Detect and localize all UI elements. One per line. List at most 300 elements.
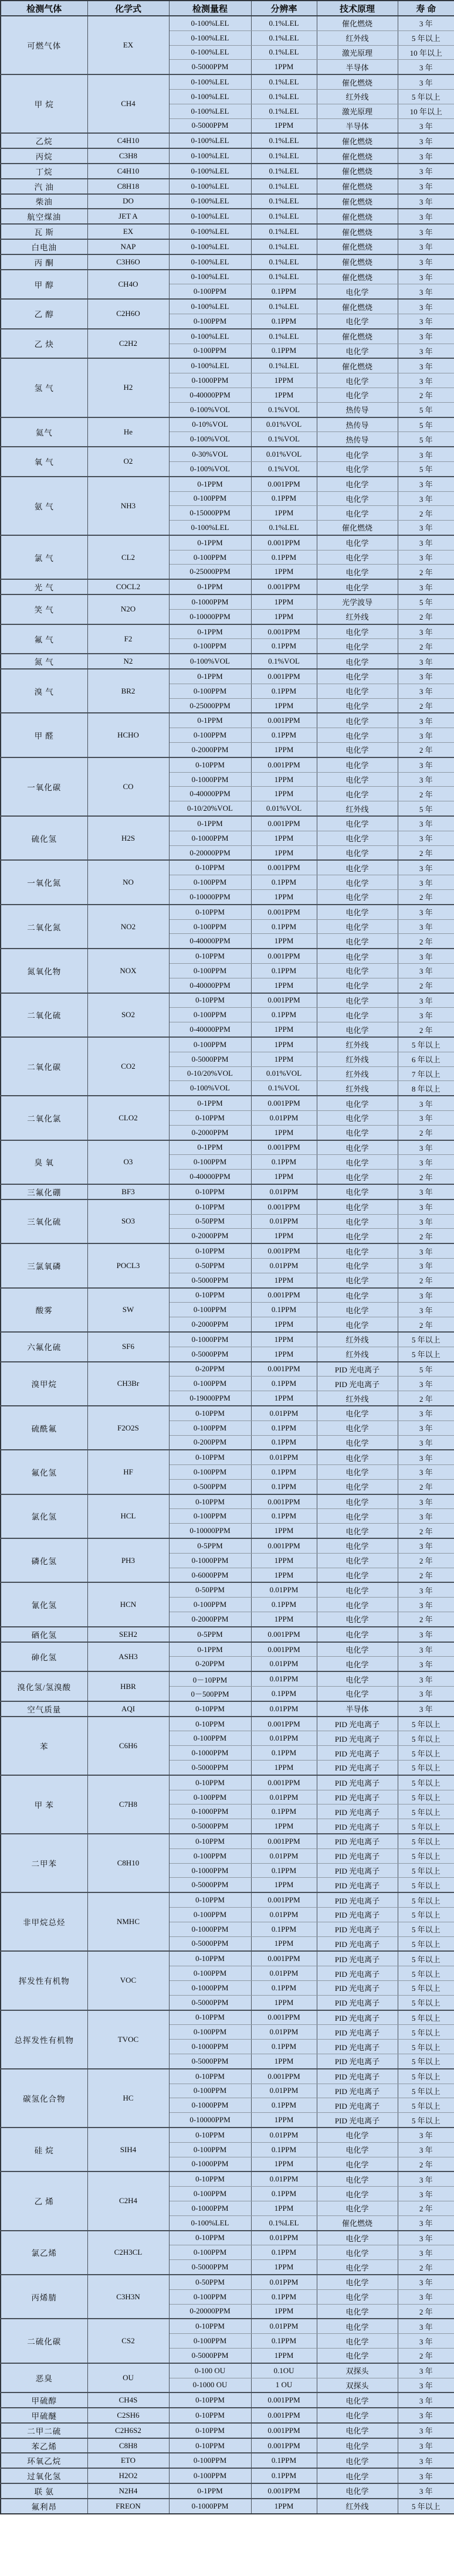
range-cell: 0-50PPM: [169, 1582, 251, 1597]
range-cell: 0-1PPM: [169, 816, 251, 831]
range-cell: 0-10PPM: [169, 2423, 251, 2438]
table-row: [1, 816, 454, 831]
lifespan-cell: 2 年: [398, 1170, 454, 1184]
principle-cell: 电化学: [317, 1317, 398, 1332]
lifespan-cell: 2 年: [398, 565, 454, 579]
lifespan-cell: 3 年: [398, 2423, 454, 2438]
column-header: 分辨率: [251, 1, 317, 16]
principle-cell: 电化学: [317, 373, 398, 388]
resolution-cell: 0.001PPM: [251, 2393, 317, 2408]
resolution-cell: 0.1PPM: [251, 1746, 317, 1761]
header-row: [1, 1, 454, 16]
gas-name-cell: 丙烯腈: [1, 2275, 87, 2319]
resolution-cell: 0.01PPM: [251, 1258, 317, 1273]
lifespan-cell: 3 年: [398, 905, 454, 919]
range-cell: 0-40000PPM: [169, 1170, 251, 1184]
principle-cell: PID 光电离子: [317, 1863, 398, 1878]
formula-cell: POCL3: [87, 1243, 169, 1287]
resolution-cell: 0.001PPM: [251, 669, 317, 684]
range-cell: 0-40000PPM: [169, 1022, 251, 1037]
range-cell: 0-10000PPM: [169, 1524, 251, 1538]
lifespan-cell: 2 年: [398, 787, 454, 801]
formula-cell: C4H10: [87, 133, 169, 148]
principle-cell: 电化学: [317, 506, 398, 521]
principle-cell: 电化学: [317, 1420, 398, 1435]
range-cell: 0-6000PPM: [169, 1568, 251, 1582]
range-cell: 0-1PPM: [169, 1642, 251, 1657]
range-cell: 0-20PPM: [169, 1362, 251, 1377]
lifespan-cell: 5 年: [398, 432, 454, 447]
resolution-cell: 0.1PPM: [251, 1598, 317, 1612]
formula-cell: CH4O: [87, 270, 169, 300]
resolution-cell: 0.01PPM: [251, 2128, 317, 2142]
resolution-cell: 0.1PPM: [251, 2289, 317, 2304]
resolution-cell: 0.1%LEL: [251, 239, 317, 254]
formula-cell: N2H4: [87, 2483, 169, 2499]
lifespan-cell: 3 年: [398, 728, 454, 743]
resolution-cell: 1PPM: [251, 2499, 317, 2514]
resolution-cell: 0.001PPM: [251, 1717, 317, 1731]
resolution-cell: 1PPM: [251, 772, 317, 787]
resolution-cell: 1PPM: [251, 2348, 317, 2363]
principle-cell: PID 光电离子: [317, 1377, 398, 1391]
formula-cell: C7H8: [87, 1775, 169, 1834]
range-cell: 0-200PPM: [169, 1435, 251, 1450]
table-row: [1, 16, 454, 30]
range-cell: 0-30%VOL: [169, 447, 251, 461]
table-row: [1, 993, 454, 1008]
resolution-cell: 0.1%LEL: [251, 358, 317, 373]
principle-cell: 催化燃烧: [317, 254, 398, 270]
table-row: [1, 179, 454, 194]
gas-name-cell: 二硫化碳: [1, 2319, 87, 2363]
table-row: [1, 2128, 454, 2142]
range-cell: 0-100PPM: [169, 344, 251, 358]
formula-cell: NH3: [87, 477, 169, 535]
range-cell: 0-10PPM: [169, 1184, 251, 1199]
lifespan-cell: 2 年: [398, 2348, 454, 2363]
formula-cell: C2H3CL: [87, 2231, 169, 2275]
formula-cell: EX: [87, 16, 169, 74]
table-row: [1, 2408, 454, 2423]
resolution-cell: 1PPM: [251, 787, 317, 801]
table-row: [1, 1243, 454, 1258]
table-row: [1, 2231, 454, 2245]
table-row: [1, 2393, 454, 2408]
gas-name-cell: 硫化氢: [1, 816, 87, 860]
resolution-cell: 1PPM: [251, 845, 317, 860]
table-row: [1, 2453, 454, 2468]
gas-name-cell: 氮氧化物: [1, 949, 87, 993]
gas-name-cell: 一氧化碳: [1, 757, 87, 816]
table-row: [1, 1288, 454, 1303]
lifespan-cell: 3 年: [398, 2142, 454, 2157]
formula-cell: SIH4: [87, 2128, 169, 2171]
resolution-cell: 0.1PPM: [251, 2468, 317, 2483]
resolution-cell: 0.001PPM: [251, 1642, 317, 1657]
lifespan-cell: 2 年: [398, 978, 454, 993]
range-cell: 0-5000PPM: [169, 2054, 251, 2068]
resolution-cell: 0.1PPM: [251, 919, 317, 934]
principle-cell: PID 光电离子: [317, 1819, 398, 1834]
lifespan-cell: 2 年: [398, 1553, 454, 1568]
range-cell: 0-100PPM: [169, 2468, 251, 2483]
resolution-cell: 0.01PPM: [251, 1701, 317, 1717]
gas-name-cell: 氧 气: [1, 447, 87, 477]
principle-cell: PID 光电离子: [317, 2069, 398, 2084]
resolution-cell: 0.1PPM: [251, 1155, 317, 1170]
range-cell: 0-10PPM: [169, 1775, 251, 1790]
lifespan-cell: 3 年: [398, 1598, 454, 1612]
lifespan-cell: 2 年: [398, 1479, 454, 1494]
lifespan-cell: 3 年: [398, 299, 454, 314]
range-cell: 0-1000PPM: [169, 1553, 251, 1568]
resolution-cell: 0.001PPM: [251, 1243, 317, 1258]
resolution-cell: 0.001PPM: [251, 535, 317, 550]
table-row: [1, 209, 454, 224]
resolution-cell: 0.1%LEL: [251, 194, 317, 209]
principle-cell: 电化学: [317, 934, 398, 949]
principle-cell: PID 光电离子: [317, 1834, 398, 1848]
resolution-cell: 1PPM: [251, 743, 317, 757]
lifespan-cell: 5 年以上: [398, 1848, 454, 1863]
lifespan-cell: 2 年: [398, 743, 454, 757]
principle-cell: 电化学: [317, 2453, 398, 2468]
table-row: [1, 2499, 454, 2514]
lifespan-cell: 3 年: [398, 133, 454, 148]
lifespan-cell: 2 年: [398, 1229, 454, 1243]
gas-name-cell: 三氯氧磷: [1, 1243, 87, 1287]
resolution-cell: 0.1PPM: [251, 2098, 317, 2113]
range-cell: 0-100PPM: [169, 1377, 251, 1391]
range-cell: 0-1PPM: [169, 1140, 251, 1155]
principle-cell: 电化学: [317, 949, 398, 963]
principle-cell: 红外线: [317, 609, 398, 624]
table-row: [1, 2423, 454, 2438]
range-cell: 0-100PPM: [169, 2453, 251, 2468]
principle-cell: 电化学: [317, 1524, 398, 1538]
gas-name-cell: 乙烷: [1, 133, 87, 148]
principle-cell: 电化学: [317, 1303, 398, 1317]
gas-name-cell: 氯化氢: [1, 1494, 87, 1538]
range-cell: 0-10000PPM: [169, 609, 251, 624]
range-cell: 0-100%LEL: [169, 358, 251, 373]
principle-cell: 红外线: [317, 89, 398, 104]
lifespan-cell: 3 年: [398, 669, 454, 684]
range-cell: 0-1000PPM: [169, 1980, 251, 1995]
resolution-cell: 1PPM: [251, 1273, 317, 1287]
formula-cell: C2SH6: [87, 2408, 169, 2423]
formula-cell: C2H2: [87, 329, 169, 359]
formula-cell: ASH3: [87, 1642, 169, 1672]
principle-cell: 电化学: [317, 816, 398, 831]
lifespan-cell: 5 年以上: [398, 2025, 454, 2040]
formula-cell: SF6: [87, 1332, 169, 1362]
range-cell: 0-100%LEL: [169, 299, 251, 314]
lifespan-cell: 3 年: [398, 239, 454, 254]
gas-name-cell: 二氧化硫: [1, 993, 87, 1037]
lifespan-cell: 5 年以上: [398, 1790, 454, 1804]
table-row: [1, 224, 454, 239]
resolution-cell: 1PPM: [251, 1553, 317, 1568]
range-cell: 0-100%LEL: [169, 164, 251, 179]
lifespan-cell: 5 年: [398, 594, 454, 609]
gas-name-cell: 臭 氧: [1, 1140, 87, 1184]
range-cell: 0-100%LEL: [169, 74, 251, 89]
resolution-cell: 0.1PPM: [251, 1687, 317, 1701]
resolution-cell: 0.1PPM: [251, 1377, 317, 1391]
gas-name-cell: 乙 醇: [1, 299, 87, 329]
resolution-cell: 1PPM: [251, 60, 317, 74]
principle-cell: 电化学: [317, 890, 398, 905]
table-row: [1, 254, 454, 270]
gas-name-cell: 过氧化氢: [1, 2468, 87, 2483]
resolution-cell: 0.1%LEL: [251, 16, 317, 30]
range-cell: 0-100%VOL: [169, 432, 251, 447]
gas-name-cell: 溴 气: [1, 669, 87, 713]
range-cell: 0-5000PPM: [169, 118, 251, 133]
range-cell: 0-10PPM: [169, 2319, 251, 2333]
table-row: [1, 1775, 454, 1790]
range-cell: 0-100%LEL: [169, 133, 251, 148]
gas-name-cell: 汽 油: [1, 179, 87, 194]
range-cell: 0-100%LEL: [169, 329, 251, 344]
formula-cell: AQI: [87, 1701, 169, 1717]
formula-cell: HCN: [87, 1582, 169, 1626]
resolution-cell: 1PPM: [251, 698, 317, 713]
lifespan-cell: 10 年以上: [398, 104, 454, 118]
lifespan-cell: 3 年: [398, 1657, 454, 1671]
resolution-cell: 0.001PPM: [251, 949, 317, 963]
lifespan-cell: 5 年: [398, 417, 454, 432]
formula-cell: C2H6S2: [87, 2423, 169, 2438]
lifespan-cell: 3 年: [398, 521, 454, 535]
range-cell: 0-5000PPM: [169, 2260, 251, 2275]
lifespan-cell: 3 年: [398, 1243, 454, 1258]
principle-cell: 催化燃烧: [317, 148, 398, 164]
principle-cell: 电化学: [317, 1229, 398, 1243]
table-row: [1, 1642, 454, 1657]
principle-cell: 电化学: [317, 1582, 398, 1597]
table-row: [1, 579, 454, 594]
table-row: [1, 2171, 454, 2186]
gas-name-cell: 氦气: [1, 417, 87, 447]
lifespan-cell: 6 年以上: [398, 1052, 454, 1066]
resolution-cell: 0.1PPM: [251, 964, 317, 978]
lifespan-cell: 5 年以上: [398, 1717, 454, 1731]
principle-cell: PID 光电离子: [317, 1804, 398, 1819]
range-cell: 0-5000PPM: [169, 1052, 251, 1066]
lifespan-cell: 3 年: [398, 713, 454, 728]
resolution-cell: 0.01PPM: [251, 1406, 317, 1420]
resolution-cell: 0.1%LEL: [251, 30, 317, 45]
range-cell: 0-10PPM: [169, 2171, 251, 2186]
formula-cell: VOC: [87, 1951, 169, 2010]
formula-cell: BF3: [87, 1184, 169, 1199]
table-row: [1, 477, 454, 491]
lifespan-cell: 5 年以上: [398, 1347, 454, 1361]
principle-cell: 电化学: [317, 1022, 398, 1037]
range-cell: 0-100PPM: [169, 684, 251, 698]
principle-cell: 电化学: [317, 2468, 398, 2483]
resolution-cell: 0.01PPM: [251, 2275, 317, 2289]
resolution-cell: 0.1%LEL: [251, 133, 317, 148]
resolution-cell: 0.001PPM: [251, 1627, 317, 1642]
table-row: [1, 2363, 454, 2378]
gas-name-cell: 恶臭: [1, 2363, 87, 2393]
principle-cell: 电化学: [317, 1273, 398, 1287]
range-cell: 0-10PPM: [169, 1701, 251, 1717]
range-cell: 0-100PPM: [169, 1465, 251, 1480]
principle-cell: 催化燃烧: [317, 521, 398, 535]
formula-cell: C2H6O: [87, 299, 169, 329]
range-cell: 0-100PPM: [169, 1790, 251, 1804]
gas-name-cell: 甲 醛: [1, 713, 87, 757]
lifespan-cell: 3 年: [398, 2215, 454, 2230]
gas-name-cell: 丙 酮: [1, 254, 87, 270]
lifespan-cell: 3 年: [398, 164, 454, 179]
lifespan-cell: 3 年: [398, 2275, 454, 2289]
resolution-cell: 0.1PPM: [251, 1863, 317, 1878]
gas-name-cell: 乙 炔: [1, 329, 87, 359]
table-row: [1, 1582, 454, 1597]
formula-cell: F2O2S: [87, 1406, 169, 1450]
range-cell: 0-10000PPM: [169, 890, 251, 905]
range-cell: 0-10PPM: [169, 860, 251, 875]
range-cell: 0-10/20%VOL: [169, 1066, 251, 1081]
lifespan-cell: 3 年: [398, 684, 454, 698]
range-cell: 0-100%VOL: [169, 1081, 251, 1096]
column-header: 检测气体: [1, 1, 87, 16]
resolution-cell: 1PPM: [251, 1125, 317, 1140]
principle-cell: PID 光电离子: [317, 1731, 398, 1746]
lifespan-cell: 5 年以上: [398, 1731, 454, 1746]
table-row: [1, 2069, 454, 2084]
gas-name-cell: 溴甲烷: [1, 1362, 87, 1406]
lifespan-cell: 2 年: [398, 1273, 454, 1287]
range-cell: 0-5000PPM: [169, 1878, 251, 1892]
principle-cell: 红外线: [317, 1037, 398, 1052]
resolution-cell: 0.001PPM: [251, 1362, 317, 1377]
resolution-cell: 0.1%VOL: [251, 1081, 317, 1096]
lifespan-cell: 5 年以上: [398, 1775, 454, 1790]
lifespan-cell: 2 年: [398, 845, 454, 860]
resolution-cell: 0.01PPM: [251, 1184, 317, 1199]
principle-cell: 双探头: [317, 2363, 398, 2378]
table-row: [1, 624, 454, 639]
gas-name-cell: 光 气: [1, 579, 87, 594]
principle-cell: 电化学: [317, 2201, 398, 2215]
resolution-cell: 1PPM: [251, 2113, 317, 2128]
principle-cell: 红外线: [317, 801, 398, 816]
gas-name-cell: 丙烷: [1, 148, 87, 164]
principle-cell: 电化学: [317, 1170, 398, 1184]
resolution-cell: 0.1%LEL: [251, 209, 317, 224]
table-row: [1, 417, 454, 432]
lifespan-cell: 2 年: [398, 1317, 454, 1332]
principle-cell: 热传导: [317, 417, 398, 432]
gas-name-cell: 氮 气: [1, 654, 87, 669]
range-cell: 0-10PPM: [169, 993, 251, 1008]
gas-name-cell: 氢 气: [1, 358, 87, 417]
range-cell: 0-100%VOL: [169, 402, 251, 417]
range-cell: 0-10PPM: [169, 1834, 251, 1848]
range-cell: 0-100PPM: [169, 1037, 251, 1052]
lifespan-cell: 3 年: [398, 491, 454, 506]
lifespan-cell: 3 年: [398, 2319, 454, 2333]
lifespan-cell: 3 年: [398, 1258, 454, 1273]
range-cell: 0-100PPM: [169, 2025, 251, 2040]
range-cell: 0-1PPM: [169, 477, 251, 491]
resolution-cell: 0.001PPM: [251, 477, 317, 491]
lifespan-cell: 5 年以上: [398, 2098, 454, 2113]
table-row: [1, 2468, 454, 2483]
gas-name-cell: 二氧化氮: [1, 905, 87, 949]
lifespan-cell: 5 年: [398, 461, 454, 476]
resolution-cell: 0.01PPM: [251, 1966, 317, 1981]
column-header: 检测量程: [169, 1, 251, 16]
formula-cell: JET A: [87, 209, 169, 224]
principle-cell: 电化学: [317, 2348, 398, 2363]
principle-cell: 催化燃烧: [317, 179, 398, 194]
resolution-cell: 0.1PPM: [251, 684, 317, 698]
gas-name-cell: 硫酰氟: [1, 1406, 87, 1450]
table-row: [1, 1834, 454, 1848]
range-cell: 0-10PPM: [169, 1717, 251, 1731]
resolution-cell: 0.1%LEL: [251, 521, 317, 535]
resolution-cell: 1 OU: [251, 2378, 317, 2393]
range-cell: 0-100%LEL: [169, 30, 251, 45]
range-cell: 0-10PPM: [169, 2010, 251, 2025]
range-cell: 0-20PPM: [169, 1657, 251, 1671]
range-cell: 0-5PPM: [169, 1538, 251, 1553]
formula-cell: C6H6: [87, 1717, 169, 1775]
lifespan-cell: 5 年以上: [398, 2113, 454, 2128]
range-cell: 0-5PPM: [169, 1627, 251, 1642]
resolution-cell: 0.1%LEL: [251, 254, 317, 270]
lifespan-cell: 3 年: [398, 816, 454, 831]
table-row: [1, 2483, 454, 2499]
lifespan-cell: 7 年以上: [398, 1066, 454, 1081]
table-row: [1, 358, 454, 373]
resolution-cell: 0.001PPM: [251, 860, 317, 875]
range-cell: 0-100%LEL: [169, 521, 251, 535]
lifespan-cell: 2 年: [398, 1022, 454, 1037]
principle-cell: 电化学: [317, 2393, 398, 2408]
lifespan-cell: 3 年: [398, 2453, 454, 2468]
principle-cell: 电化学: [317, 1184, 398, 1199]
formula-cell: EX: [87, 224, 169, 239]
table-row: [1, 1362, 454, 1377]
lifespan-cell: 3 年: [398, 1214, 454, 1229]
lifespan-cell: 3 年: [398, 1687, 454, 1701]
table-row: [1, 1627, 454, 1642]
table-row: [1, 1717, 454, 1731]
range-cell: 0-1000PPM: [169, 2098, 251, 2113]
resolution-cell: 0.01PPM: [251, 1671, 317, 1686]
principle-cell: 电化学: [317, 2142, 398, 2157]
principle-cell: PID 光电离子: [317, 1922, 398, 1936]
resolution-cell: 0.1PPM: [251, 1303, 317, 1317]
lifespan-cell: 3 年: [398, 875, 454, 890]
lifespan-cell: 5 年以上: [398, 1980, 454, 1995]
range-cell: 0-10PPM: [169, 949, 251, 963]
principle-cell: 电化学: [317, 1598, 398, 1612]
range-cell: 0-19000PPM: [169, 1391, 251, 1406]
principle-cell: 催化燃烧: [317, 270, 398, 284]
gas-name-cell: 氟化氢: [1, 1450, 87, 1494]
gas-name-cell: 挥发性有机物: [1, 1951, 87, 2010]
